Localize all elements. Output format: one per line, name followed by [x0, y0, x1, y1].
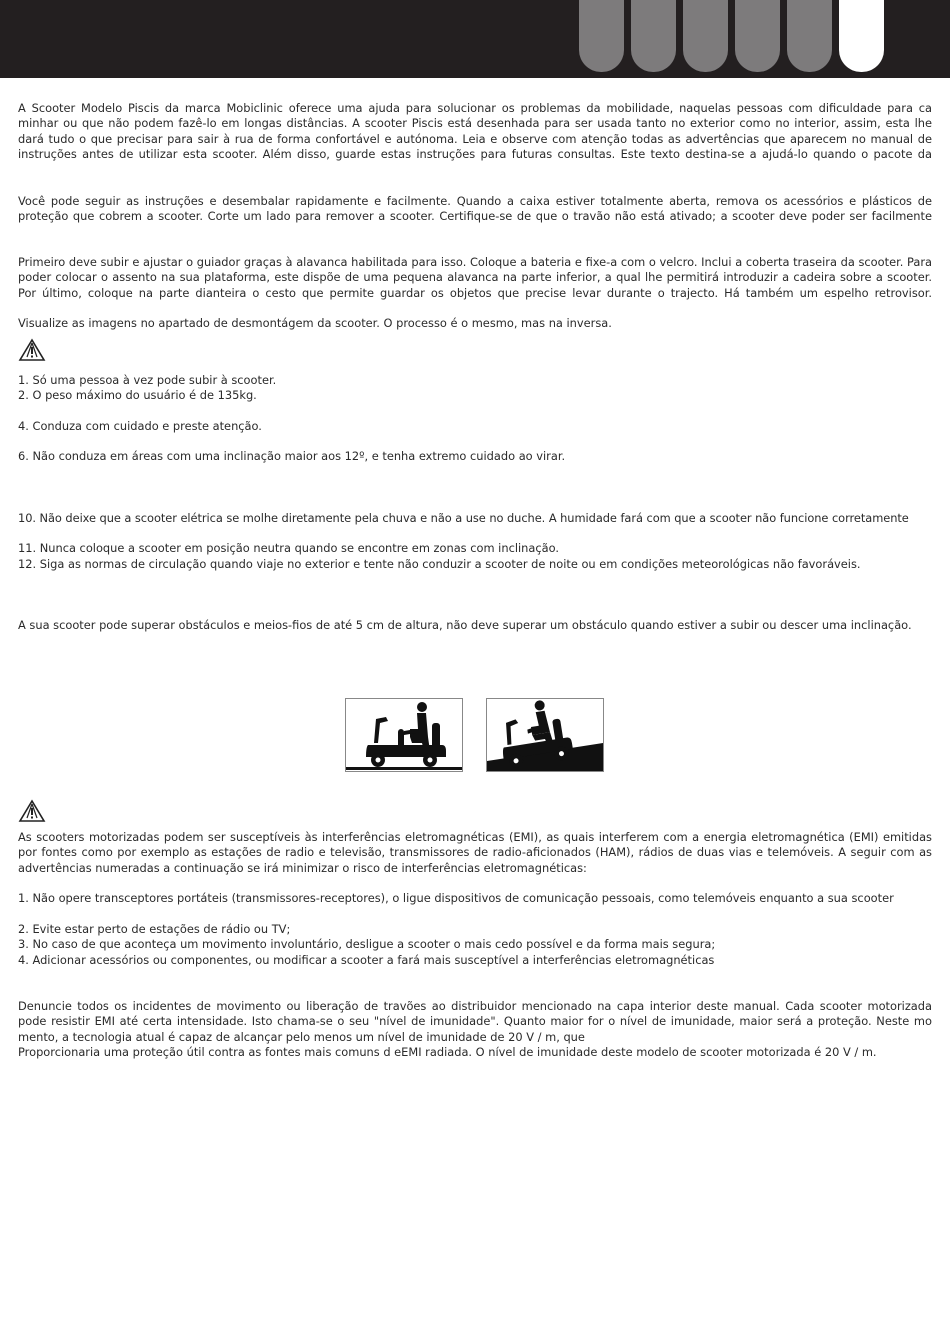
rule-6: 6. Não conduza em áreas com uma inclinação maior aos 12º, e tenha extremo cuidado ao virar. [18, 449, 566, 463]
unpack-paragraph: Você pode seguir as instruções e desembalar rapidamente e facilmente. Quando a caixa estiver totalmente aberta, remova os acessórios e plásticos de proteção que cobrem a scooter. Corte um lado para remover a scooter. Certifique-se de que o travão não está ativado; a scooter deve poder ser facilmente [18, 194, 932, 224]
emi-rule-2: 2. Evite estar perto de estações de rádio ou TV; [18, 922, 291, 936]
section-tab-1 [579, 0, 624, 72]
emi-paragraph: As scooters motorizadas podem ser susceptíveis às interferências eletromagnéticas (EMI), as quais interferem com a energia eletromagnética (EMI) emitidas por fontes como por exemplo as estações de radio e televisão, transmissores de radio-aficionados (HAM), rádios de duas vias e telemóveis. A seguir com as advertências numeradas a continuação se irá minimizar o risco de interferências eletromagnéticas: [18, 830, 932, 875]
scooter-flat-ground-icon [346, 699, 462, 771]
rule-1: 1. Só uma pessoa à vez pode subir à scooter. [18, 373, 277, 387]
rule-4: 4. Conduza com cuidado e preste atenção. [18, 419, 262, 433]
section-tab-5 [787, 0, 832, 72]
emi-rule-1: 1. Não opere transceptores portáteis (transmissores-receptores), o ligue dispositivos de comunicação pessoais, como telemóveis enquanto a sua scooter [18, 891, 894, 905]
section-tab-6-active [839, 0, 884, 72]
rule-10: 10. Não deixe que a scooter elétrica se molhe diretamente pela chuva e não a use no duche. A humidade fará com que a scooter não funcione corretamente [18, 511, 909, 525]
assembly-paragraph: Primeiro deve subir e ajustar o guiador graças à alavanca habilitada para isso. Coloque a bateria e fixe-a com o velcro. Inclui a coberta traseira da scooter. Para poder colocar o assento na sua plataforma, este dispõe de uma pequena alavanca na parte inferior, a qual lhe permitirá introduzir a cadeira sobre a scooter. Por último, coloque na parte dianteira o cesto que permite guardar os objetos que precise levar durante o trajecto. Há também um espelho retrovisor. [18, 255, 932, 300]
report-paragraph: Denuncie todos os incidentes de movimento ou liberação de travões ao distribuidor mencionado na capa interior deste manual. Cada scooter motorizada pode resistir EMI até certa intensidade. Isto chama-se o seu "nível de imunidade". Quanto maior for o nível de imunidade, maior será a proteção. Neste mo mento, a tecnologia atual é capaz de alcançar pelo menos um nível de imunidade de 20 V / m, que Proporcionaria uma proteção útil contra as fontes mais comuns d eEMI radiada. O nível de imunidade deste modelo de scooter motorizada é 20 V / m. [18, 999, 932, 1059]
intro-paragraph: A Scooter Modelo Piscis da marca Mobiclinic oferece uma ajuda para solucionar os problemas da mobilidade, naquelas pessoas com dificuldade para ca minhar ou que não podem fazê-lo em longas distâncias. A scooter Piscis está desenhada para ser usada tanto no exterior como no interior, assim, esta lhe dará tudo o que precisar para sair à rua de forma confortável e autónoma. Leia e observe com atenção todas as advertências que aparecem no manual de instruções antes de utilizar esta scooter. Além disso, guarde estas instruções para futuras consultas. Este texto destina-se a ajudá-lo quando o pacote da [18, 101, 932, 161]
emi-rule-4: 4. Adicionar acessórios ou componentes, ou modificar a scooter a fará mais susceptível a interferências eletromagnéticas [18, 953, 715, 967]
section-tab-3 [683, 0, 728, 72]
disassembly-text: Visualize as imagens no apartado de desmontágem da scooter. O processo é o mesmo, mas na inversa. [18, 316, 612, 330]
warning-triangle-icon [18, 338, 46, 362]
scooter-flat-ground-figure [345, 698, 463, 772]
scooter-slope-icon [487, 699, 603, 771]
section-tab-4 [735, 0, 780, 72]
rule-12: 12. Siga as normas de circulação quando viaje no exterior e tente não conduzir a scooter de noite ou em condições meteorológicas não favoráveis. [18, 557, 861, 571]
rule-11: 11. Nunca coloque a scooter em posição neutra quando se encontre em zonas com inclinação. [18, 541, 559, 555]
emi-rule-3: 3. No caso de que aconteça um movimento involuntário, desligue a scooter o mais cedo possível e da forma mais segura; [18, 937, 716, 951]
section-tab-2 [631, 0, 676, 72]
scooter-slope-figure [486, 698, 604, 772]
warning-triangle-icon [18, 799, 46, 823]
rule-2: 2. O peso máximo do usuário é de 135kg. [18, 388, 257, 402]
obstacles-text: A sua scooter pode superar obstáculos e meios-fios de até 5 cm de altura, não deve superar um obstáculo quando estiver a subir ou descer uma inclinação. [18, 618, 912, 632]
